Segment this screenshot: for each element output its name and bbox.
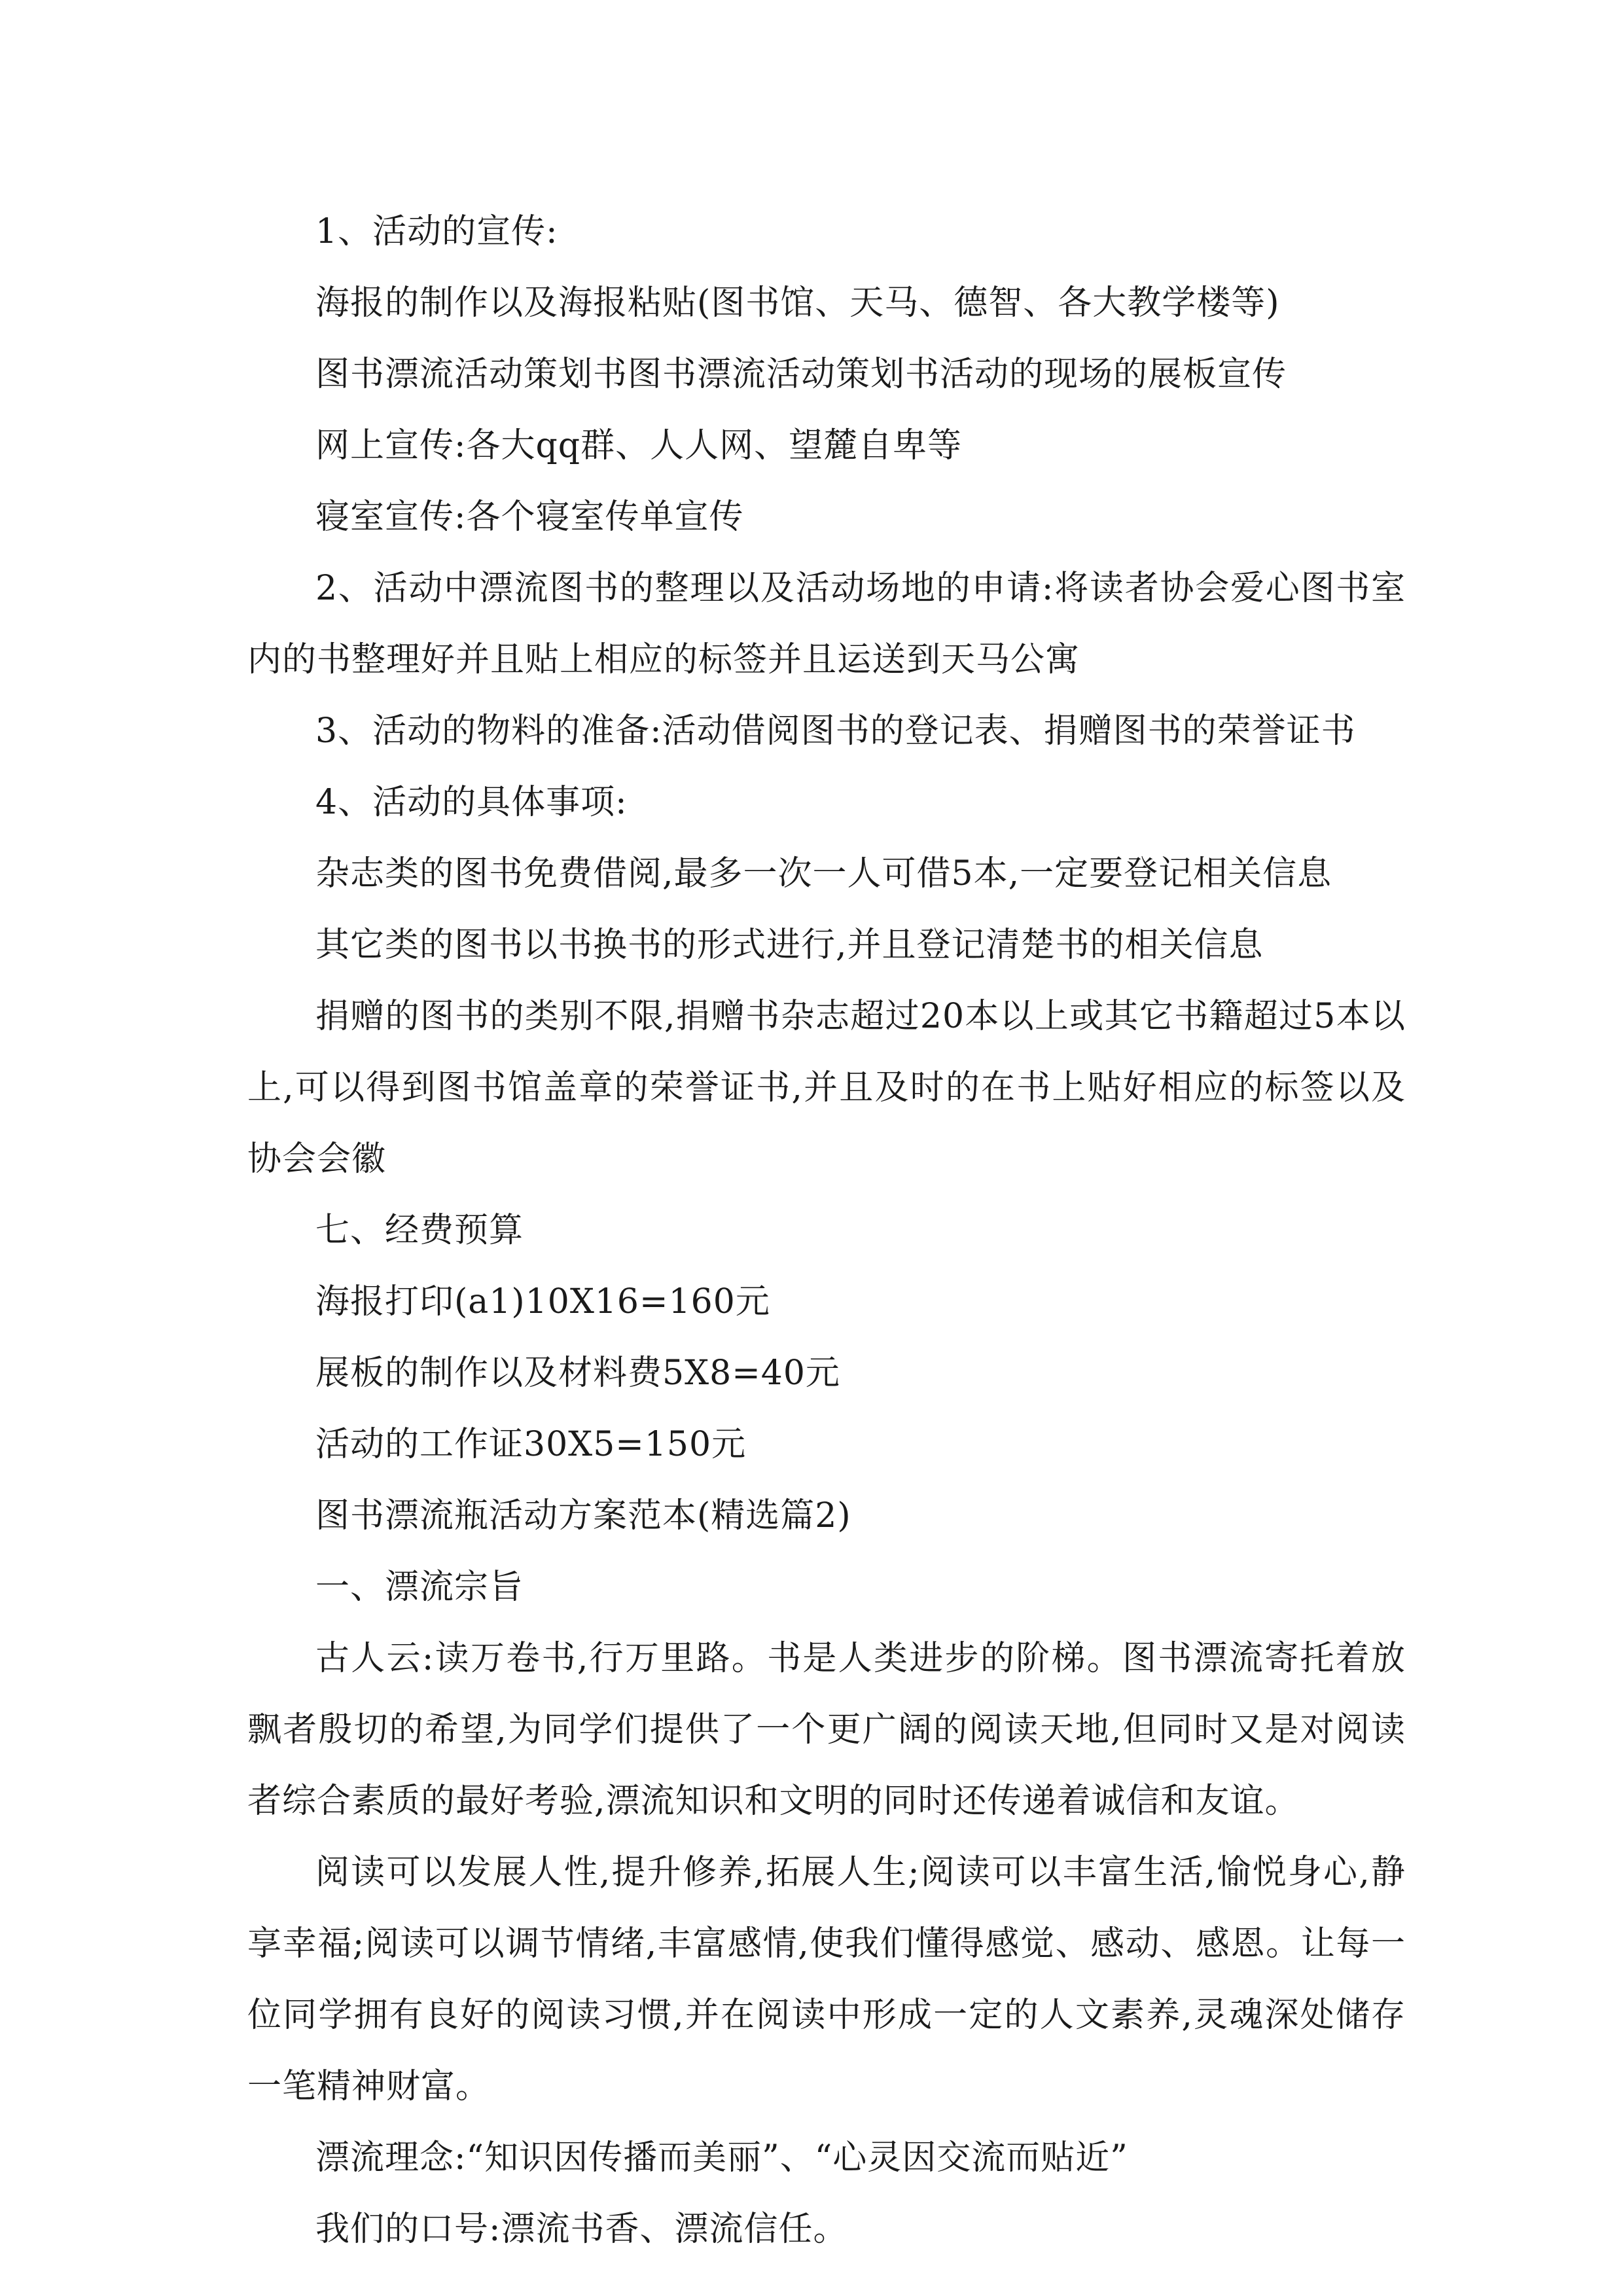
document-subtitle: 图书漂流瓶活动方案范本(精选篇2) xyxy=(315,1496,851,1535)
paragraph-donation: 捐赠的图书的类别不限,捐赠书杂志超过20本以上或其它书籍超过5本以上,可以得到图书馆盖章的荣誉证书,并且及时的在书上贴好相应的标签以及协会会徽 xyxy=(247,997,1406,1179)
paragraph-display-board: 图书漂流活动策划书图书漂流活动策划书活动的现场的展板宣传 xyxy=(315,355,1287,394)
budget-item-poster: 海报打印(a1)10X16=160元 xyxy=(315,1282,770,1321)
document-body xyxy=(247,196,1406,2265)
list-item-publicity-heading: 1、活动的宣传: xyxy=(315,212,558,251)
paragraph-magazine-borrowing: 杂志类的图书免费借阅,最多一次一人可借5本,一定要登记相关信息 xyxy=(315,854,1332,893)
budget-item-work-badge: 活动的工作证30X5=150元 xyxy=(315,1425,747,1464)
list-item-book-sorting: 2、活动中漂流图书的整理以及活动场地的申请:将读者协会爱心图书室内的书整理好并且贴上相应的标签并且运送到天马公寓 xyxy=(247,569,1406,679)
paragraph-dorm-publicity: 寝室宣传:各个寝室传单宣传 xyxy=(315,497,744,537)
paragraph-slogan: 我们的口号:漂流书香、漂流信任。 xyxy=(315,2210,848,2249)
list-item-details-heading: 4、活动的具体事项: xyxy=(315,783,628,822)
paragraph-reading-benefits: 阅读可以发展人性,提升修养,拓展人生;阅读可以丰富生活,愉悦身心,静享幸福;阅读可以调节情绪,丰富感情,使我们懂得感觉、感动、感恩。让每一位同学拥有良好的阅读习惯,并在阅读中形成一定的人文素养,灵魂深处储存一笔精神财富。 xyxy=(247,1853,1406,2106)
paragraph-online-publicity: 网上宣传:各大qq群、人人网、望麓自卑等 xyxy=(315,426,963,465)
list-item-materials: 3、活动的物料的准备:活动借阅图书的登记表、捐赠图书的荣誉证书 xyxy=(315,711,1356,751)
section-heading-purpose: 一、漂流宗旨 xyxy=(315,1568,524,1607)
paragraph-poster: 海报的制作以及海报粘贴(图书馆、天马、德智、各大教学楼等) xyxy=(315,283,1280,323)
section-heading-budget: 七、经费预算 xyxy=(315,1211,524,1250)
paragraph-purpose: 古人云:读万卷书,行万里路。书是人类进步的阶梯。图书漂流寄托着放飘者殷切的希望,为同学们提供了一个更广阔的阅读天地,但同时又是对阅读者综合素质的最好考验,漂流知识和文明的同时还传递着诚信和友谊。 xyxy=(247,1639,1406,1821)
paragraph-philosophy: 漂流理念:“知识因传播而美丽”、“心灵因交流而贴近” xyxy=(315,2138,1128,2178)
budget-item-display-board: 展板的制作以及材料费5X8=40元 xyxy=(315,1354,840,1393)
paragraph-book-exchange: 其它类的图书以书换书的形式进行,并且登记清楚书的相关信息 xyxy=(315,925,1264,965)
